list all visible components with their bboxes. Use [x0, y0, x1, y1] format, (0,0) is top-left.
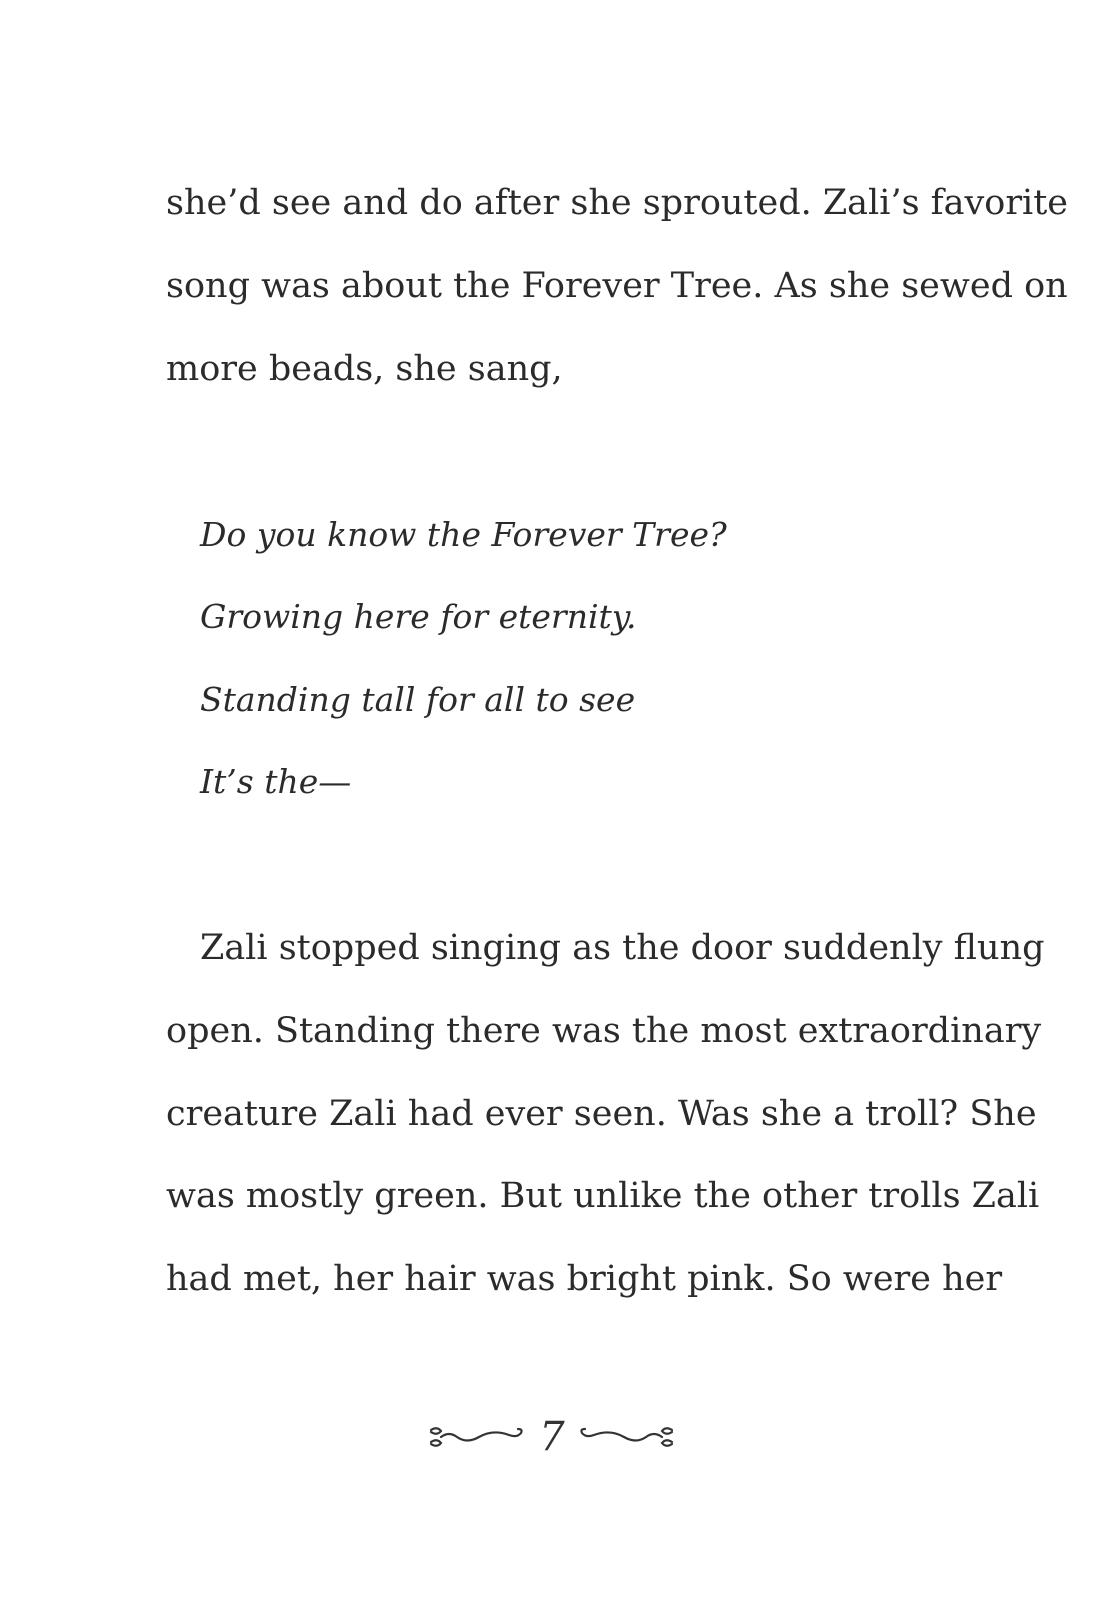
swash-ornament-icon	[578, 1420, 678, 1454]
verse-line: Growing here for eternity.	[200, 597, 637, 636]
page-folio	[0, 1412, 1101, 1462]
body-line: she’d see and do after she sprouted. Zali’s favorite	[166, 183, 1069, 223]
body-line: was mostly green. But unlike the other trolls Zali	[166, 1176, 1040, 1216]
body-line: creature Zali had ever seen. Was she a troll? She	[166, 1094, 1037, 1134]
verse-line: Standing tall for all to see	[200, 680, 636, 719]
body-line: more beads, she sang,	[166, 349, 563, 389]
verse-line: Do you know the Forever Tree?	[200, 515, 727, 554]
verse-line: It’s the—	[200, 762, 352, 801]
body-line: had met, her hair was bright pink. So were her	[166, 1259, 1003, 1299]
page-number: 7	[539, 1414, 565, 1460]
body-line: Zali stopped singing as the door suddenly flung	[200, 928, 1045, 968]
body-line: song was about the Forever Tree. As she sewed on	[166, 266, 1068, 306]
body-line: open. Standing there was the most extraordinary	[166, 1011, 1042, 1051]
swash-ornament-icon	[425, 1420, 525, 1454]
